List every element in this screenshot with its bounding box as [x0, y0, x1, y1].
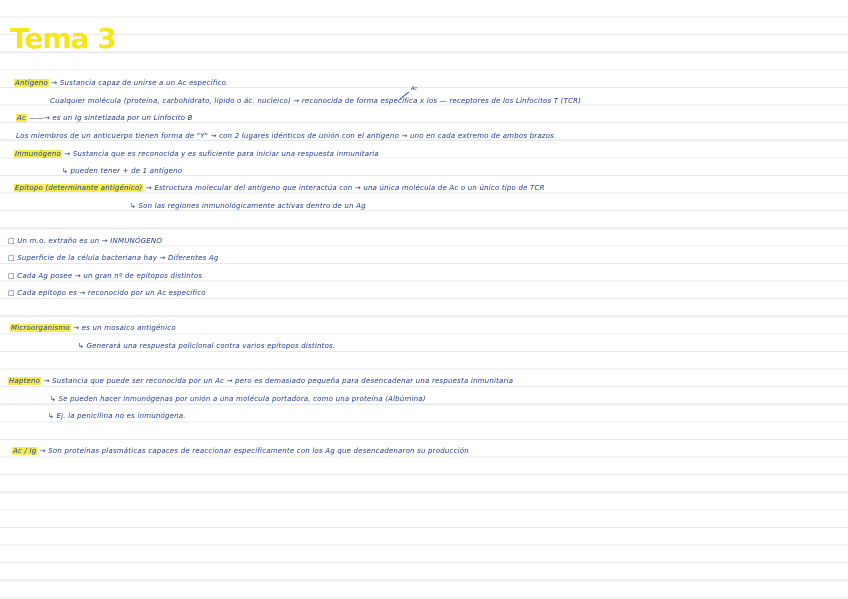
note-text: → Estructura molecular del antígeno que interactúa con → una única molécula de Ac o un único tipo de TCR — [143, 184, 545, 192]
note-line-hapteno — [8, 377, 513, 385]
note-line-portadora — [50, 395, 426, 403]
note-text: Los miembros de un anticuerpo tienen forma de "Y" → con 2 lugares idénticos de unión con el antígeno → uno en cada extremo de ambos brazos. — [16, 132, 557, 140]
note-line-anticuerpo-forma — [16, 132, 556, 140]
note-text: Cualquier molécula (proteína, carbohidrato, lípido o ác. nucleico) → reconocida de forma específica x los — receptores de los Linfocitos T (TCR) — [50, 97, 582, 105]
note-line-microorganismo — [10, 324, 176, 332]
bullet-line-1 — [8, 237, 162, 245]
note-text: → Sustancia que puede ser reconocida por un Ac → pero es demasiado pequeña para desencadenar una respuesta inmunitaria — [41, 377, 514, 385]
note-text: ——→ es un Ig sintetizada por un Linfocito B — [27, 114, 193, 122]
note-text: ↳ Se pueden hacer inmunógenas por unión a una molécula portadora, como una proteína (Albúmina) — [50, 395, 426, 403]
note-line-ac-ig — [12, 447, 469, 455]
term-highlight: Epítopo (determinante antigénico) — [15, 184, 143, 192]
note-line-epitopo — [14, 184, 545, 192]
term-highlight: Microorganismo — [11, 324, 70, 332]
note-text: ↳ Son las regiones inmunológicamente activas dentro de un Ag — [130, 202, 366, 210]
term-highlight: Inmunógeno — [15, 150, 61, 158]
note-line-penicilina — [48, 412, 186, 420]
term-highlight: Ac / Ig — [13, 447, 37, 455]
note-text: □ Cada epítopo es → reconocido por un Ac específico — [8, 289, 206, 297]
term-highlight: Hapteno — [9, 377, 41, 385]
bullet-line-2 — [8, 254, 218, 262]
note-line-inmunogeno — [14, 150, 379, 158]
note-text: → Sustancia que es reconocida y es suficiente para iniciar una respuesta inmunitaria — [61, 150, 379, 158]
bullet-line-3 — [8, 272, 202, 280]
connector-hook-icon — [399, 90, 411, 100]
bullet-line-4 — [8, 289, 206, 297]
note-text: → Son proteínas plasmáticas capaces de reaccionar específicamente con los Ag que desencadenaron su producción — [37, 447, 469, 455]
note-text: ↳ Generará una respuesta policlonal contra varios epítopos distintos. — [78, 342, 336, 350]
note-line-regiones — [130, 202, 366, 210]
note-text: ↳ Ej. la penicilina no es inmunógena. — [48, 412, 186, 420]
page-title: Tema 3 — [10, 22, 116, 55]
term-highlight: Antígeno — [15, 79, 48, 87]
note-line-molecula — [50, 97, 581, 105]
note-text: ↳ pueden tener + de 1 antígeno — [62, 167, 183, 175]
note-text: □ Cada Ag posee → un gran nº de epítopos distintos — [8, 272, 203, 280]
note-line-ac — [16, 114, 193, 122]
note-line-antigeno — [14, 79, 229, 87]
note-text: → Sustancia capaz de unirse a un Ac específico. — [48, 79, 229, 87]
note-text: □ Superficie de la célula bacteriana hay → Diferentes Ag — [8, 254, 219, 262]
note-text: → es un mosaico antigénico — [70, 324, 176, 332]
term-highlight: Ac — [17, 114, 27, 122]
note-text: □ Un m.o. extraño es un → INMUNÓGENO — [8, 237, 163, 245]
note-line-antigenos — [62, 167, 182, 175]
ac-annotation: Ac — [411, 86, 418, 92]
note-line-policlonal — [78, 342, 335, 350]
